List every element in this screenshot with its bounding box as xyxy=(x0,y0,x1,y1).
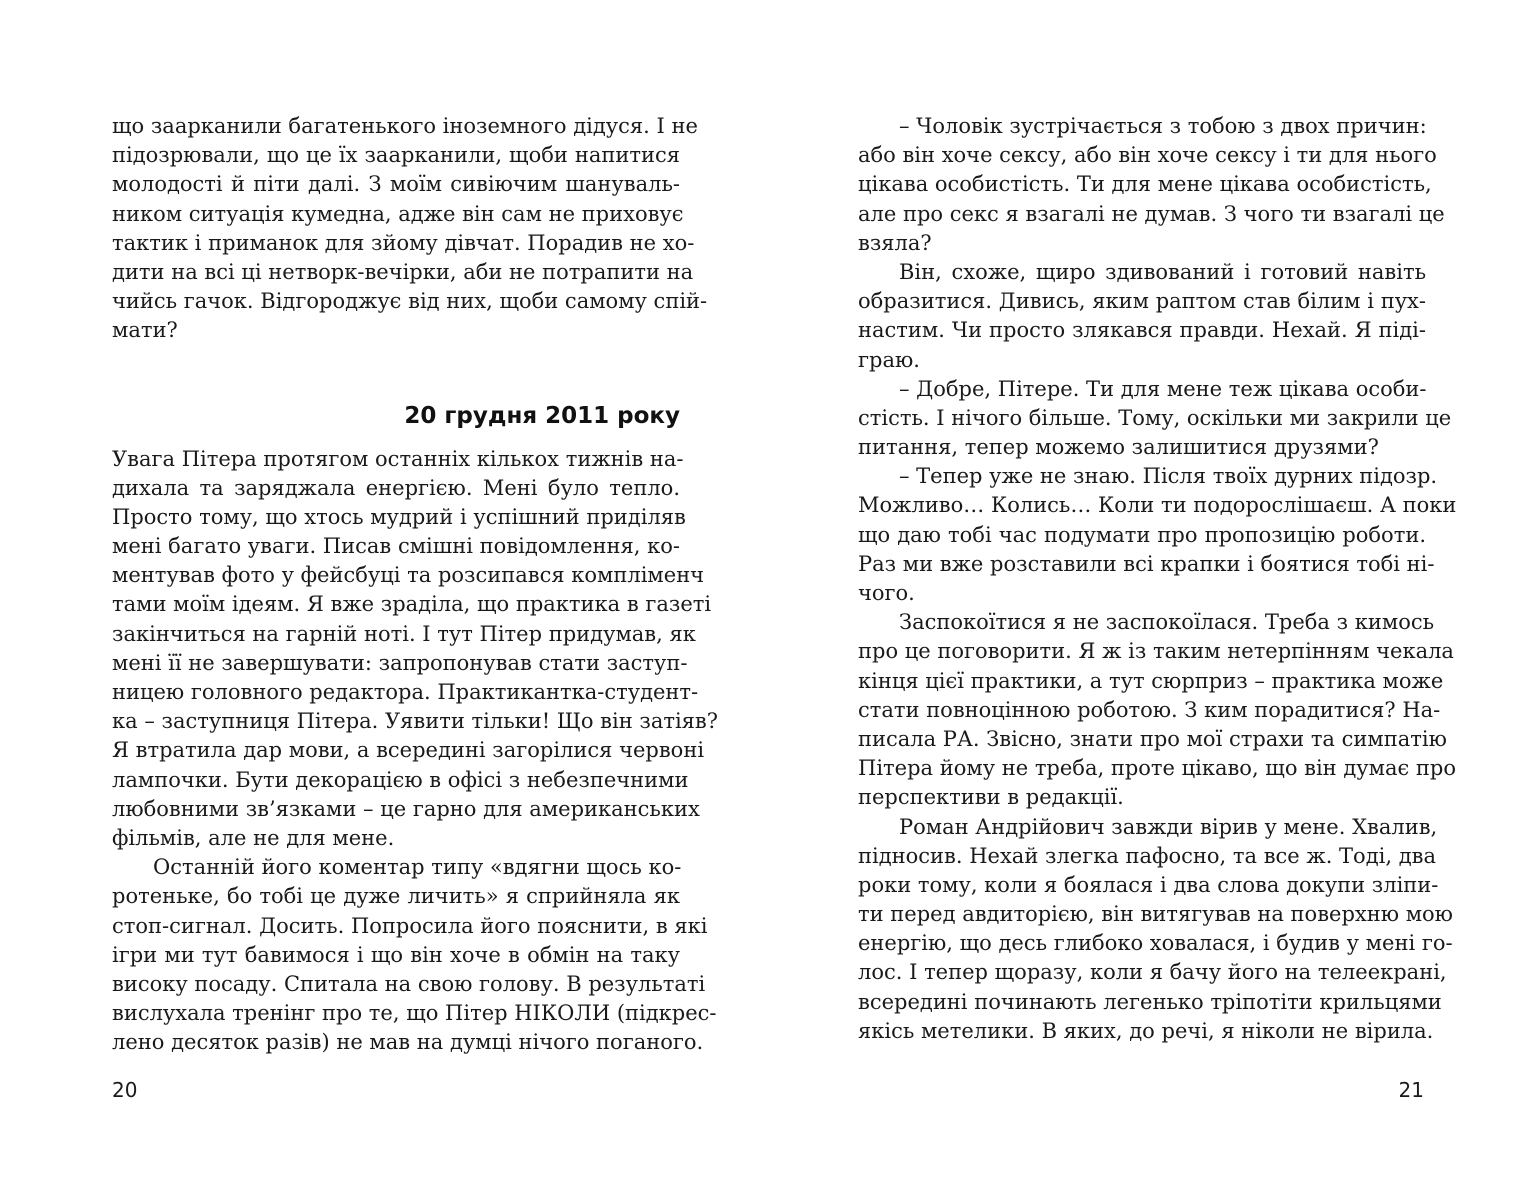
text-line: що заарканили багатенького іноземного дідуся. І не xyxy=(112,114,698,138)
text-line: – Чоловік зустрічається з тобою з двох причин: xyxy=(899,114,1427,138)
left-page xyxy=(112,112,719,1057)
text-line: Заспокоїтися я не заспокоїлася. Треба з кимось xyxy=(899,610,1435,635)
text-line: дихала та заряджала енергією. Мені було тепло. xyxy=(112,475,680,500)
text-line: тактик і приманок для зйому дівчат. Порадив не хо- xyxy=(112,230,695,255)
text-line: ментував фото у фейсбуці та розсипався компліменч xyxy=(112,563,705,588)
paragraph xyxy=(858,258,1426,375)
text-line: любовними зв’язками – це гарно для американських xyxy=(112,796,700,821)
text-line: чого. xyxy=(858,581,915,605)
text-line: – Тепер уже не знаю. Після твоїх дурних підозр. xyxy=(899,464,1438,489)
text-line: Я втратила дар мови, а всередині загорілися червоні xyxy=(112,738,705,763)
text-line: взяла? xyxy=(858,230,932,255)
text-line: підносив. Нехай злегка пафосно, та все ж. Тоді, два xyxy=(858,843,1436,868)
text-line: що даю тобі час подумати про пропозицію роботи. xyxy=(858,522,1426,547)
text-line: Пітера йому не треба, проте цікаво, що він думає про xyxy=(858,756,1457,781)
text-line: всередині починають легенько тріпотіти крильцями xyxy=(858,989,1442,1014)
paragraph xyxy=(858,462,1457,608)
text-line: ти перед авдиторією, він витягував на поверхню мою xyxy=(858,902,1453,927)
text-line: кінця цієї практики, а тут сюрприз – практика може xyxy=(858,668,1444,693)
paragraph xyxy=(858,112,1445,258)
text-line: ником ситуація кумедна, адже він сам не приховує xyxy=(112,201,684,226)
text-line: підозрювали, що це їх заарканили, щоби напитися xyxy=(112,143,680,168)
text-line: молодості й піти далі. З моїм сивіючим шануваль- xyxy=(112,172,680,197)
text-line: високу посаду. Спитала на свою голову. В результаті xyxy=(112,971,706,996)
paragraph xyxy=(858,813,1453,1047)
text-line: Раз ми вже розставили всі крапки і боятися тобі ні- xyxy=(858,551,1435,576)
text-line: стоп-сигнал. Досить. Попросила його пояснити, в які xyxy=(112,913,708,938)
text-line: Останній його коментар типу «вдягни щось ко- xyxy=(153,855,682,880)
text-line: тами моїм ідеям. Я вже зраділа, що практика в газеті xyxy=(112,592,712,617)
text-line: Він, схоже, щиро здивований і готовий навіть xyxy=(899,259,1426,284)
text-line: писала РА. Звісно, знати про мої страхи та симпатію xyxy=(858,726,1447,751)
text-line: стати повноцінною роботою. З ким порадитися? На- xyxy=(858,697,1441,722)
text-line: дити на всі ці нетворк-вечірки, аби не потрапити на xyxy=(112,259,694,284)
text-line: перспективи в редакції. xyxy=(858,785,1124,810)
text-line: чийсь гачок. Відгороджує від них, щоби самому спій- xyxy=(112,289,708,314)
paragraph xyxy=(858,608,1457,812)
page-number-right: 21 xyxy=(1398,1078,1424,1102)
text-line: Роман Андрійович завжди вірив у мене. Хвалив, xyxy=(899,814,1438,839)
text-line: фільмів, але не для мене. xyxy=(112,825,395,850)
text-line: цікава особистість. Ти для мене цікава особистість, xyxy=(858,172,1432,197)
text-line: стість. І нічого більше. Тому, оскільки ми закрили це xyxy=(858,405,1452,430)
text-line: лос. І тепер щоразу, коли я бачу його на телеекрані, xyxy=(858,960,1447,985)
paragraph xyxy=(112,112,708,346)
paragraph xyxy=(858,375,1452,463)
text-line: ницею головного редактора. Практикантка-студент- xyxy=(112,680,699,704)
page-number-left: 20 xyxy=(112,1078,138,1102)
text-line: енергію, що десь глибоко ховалася, і будив у мені го- xyxy=(858,931,1453,956)
text-line: про це поговорити. Я ж із таким нетерпінням чекала xyxy=(858,639,1454,664)
text-line: – Добре, Пітере. Ти для мене теж цікава особи- xyxy=(899,376,1427,401)
paragraph xyxy=(112,445,719,854)
text-line: лено десяток разів) не мав на думці нічого поганого. xyxy=(112,1030,704,1055)
text-line: питання, тепер можемо залишитися друзями? xyxy=(858,435,1379,460)
text-line: ігри ми тут бавимося і що він хоче в обмін на таку xyxy=(112,942,680,967)
text-line: закінчиться на гарній ноті. І тут Пітер придумав, як xyxy=(112,621,696,646)
text-line: вислухала тренінг про те, що Пітер НІКОЛИ (підкрес- xyxy=(112,1001,717,1026)
right-page xyxy=(858,112,1457,1046)
text-line: Просто тому, що хтось мудрий і успішний приділяв xyxy=(112,504,686,529)
text-line: мені багато уваги. Писав смішні повідомлення, ко- xyxy=(112,534,680,559)
text-line: або він хоче сексу, або він хоче сексу і ти для нього xyxy=(858,143,1437,168)
paragraph xyxy=(112,853,717,1057)
text-line: роки тому, коли я боялася і два слова докупи зліпи- xyxy=(858,872,1439,897)
text-line: настим. Чи просто злякався правди. Нехай. Я піді- xyxy=(858,318,1426,343)
text-line: образитися. Дивись, яким раптом став білим і пух- xyxy=(858,289,1426,314)
text-line: мати? xyxy=(112,318,178,343)
text-line: якісь метелики. В яких, до речі, я ніколи не вірила. xyxy=(858,1018,1434,1043)
text-line: Увага Пітера протягом останніх кількох тижнів на- xyxy=(112,446,684,471)
text-line: ротеньке, бо тобі це дуже личить» я сприйняла як xyxy=(112,884,680,909)
text-line: лампочки. Бути декорацією в офісі з небезпечними xyxy=(112,767,689,792)
text-line: але про секс я взагалі не думав. З чого ти взагалі це xyxy=(858,201,1445,226)
text-line: мені її не завершувати: запропонував стати заступ- xyxy=(112,650,688,675)
text-line: ка – заступниця Пітера. Уявити тільки! Що він затіяв? xyxy=(112,709,719,734)
text-line: Можливо… Колись… Коли ти подорослішаєш. А поки xyxy=(858,493,1457,518)
text-line: граю. xyxy=(858,347,920,372)
date-heading: 20 грудня 2011 року xyxy=(404,402,680,429)
